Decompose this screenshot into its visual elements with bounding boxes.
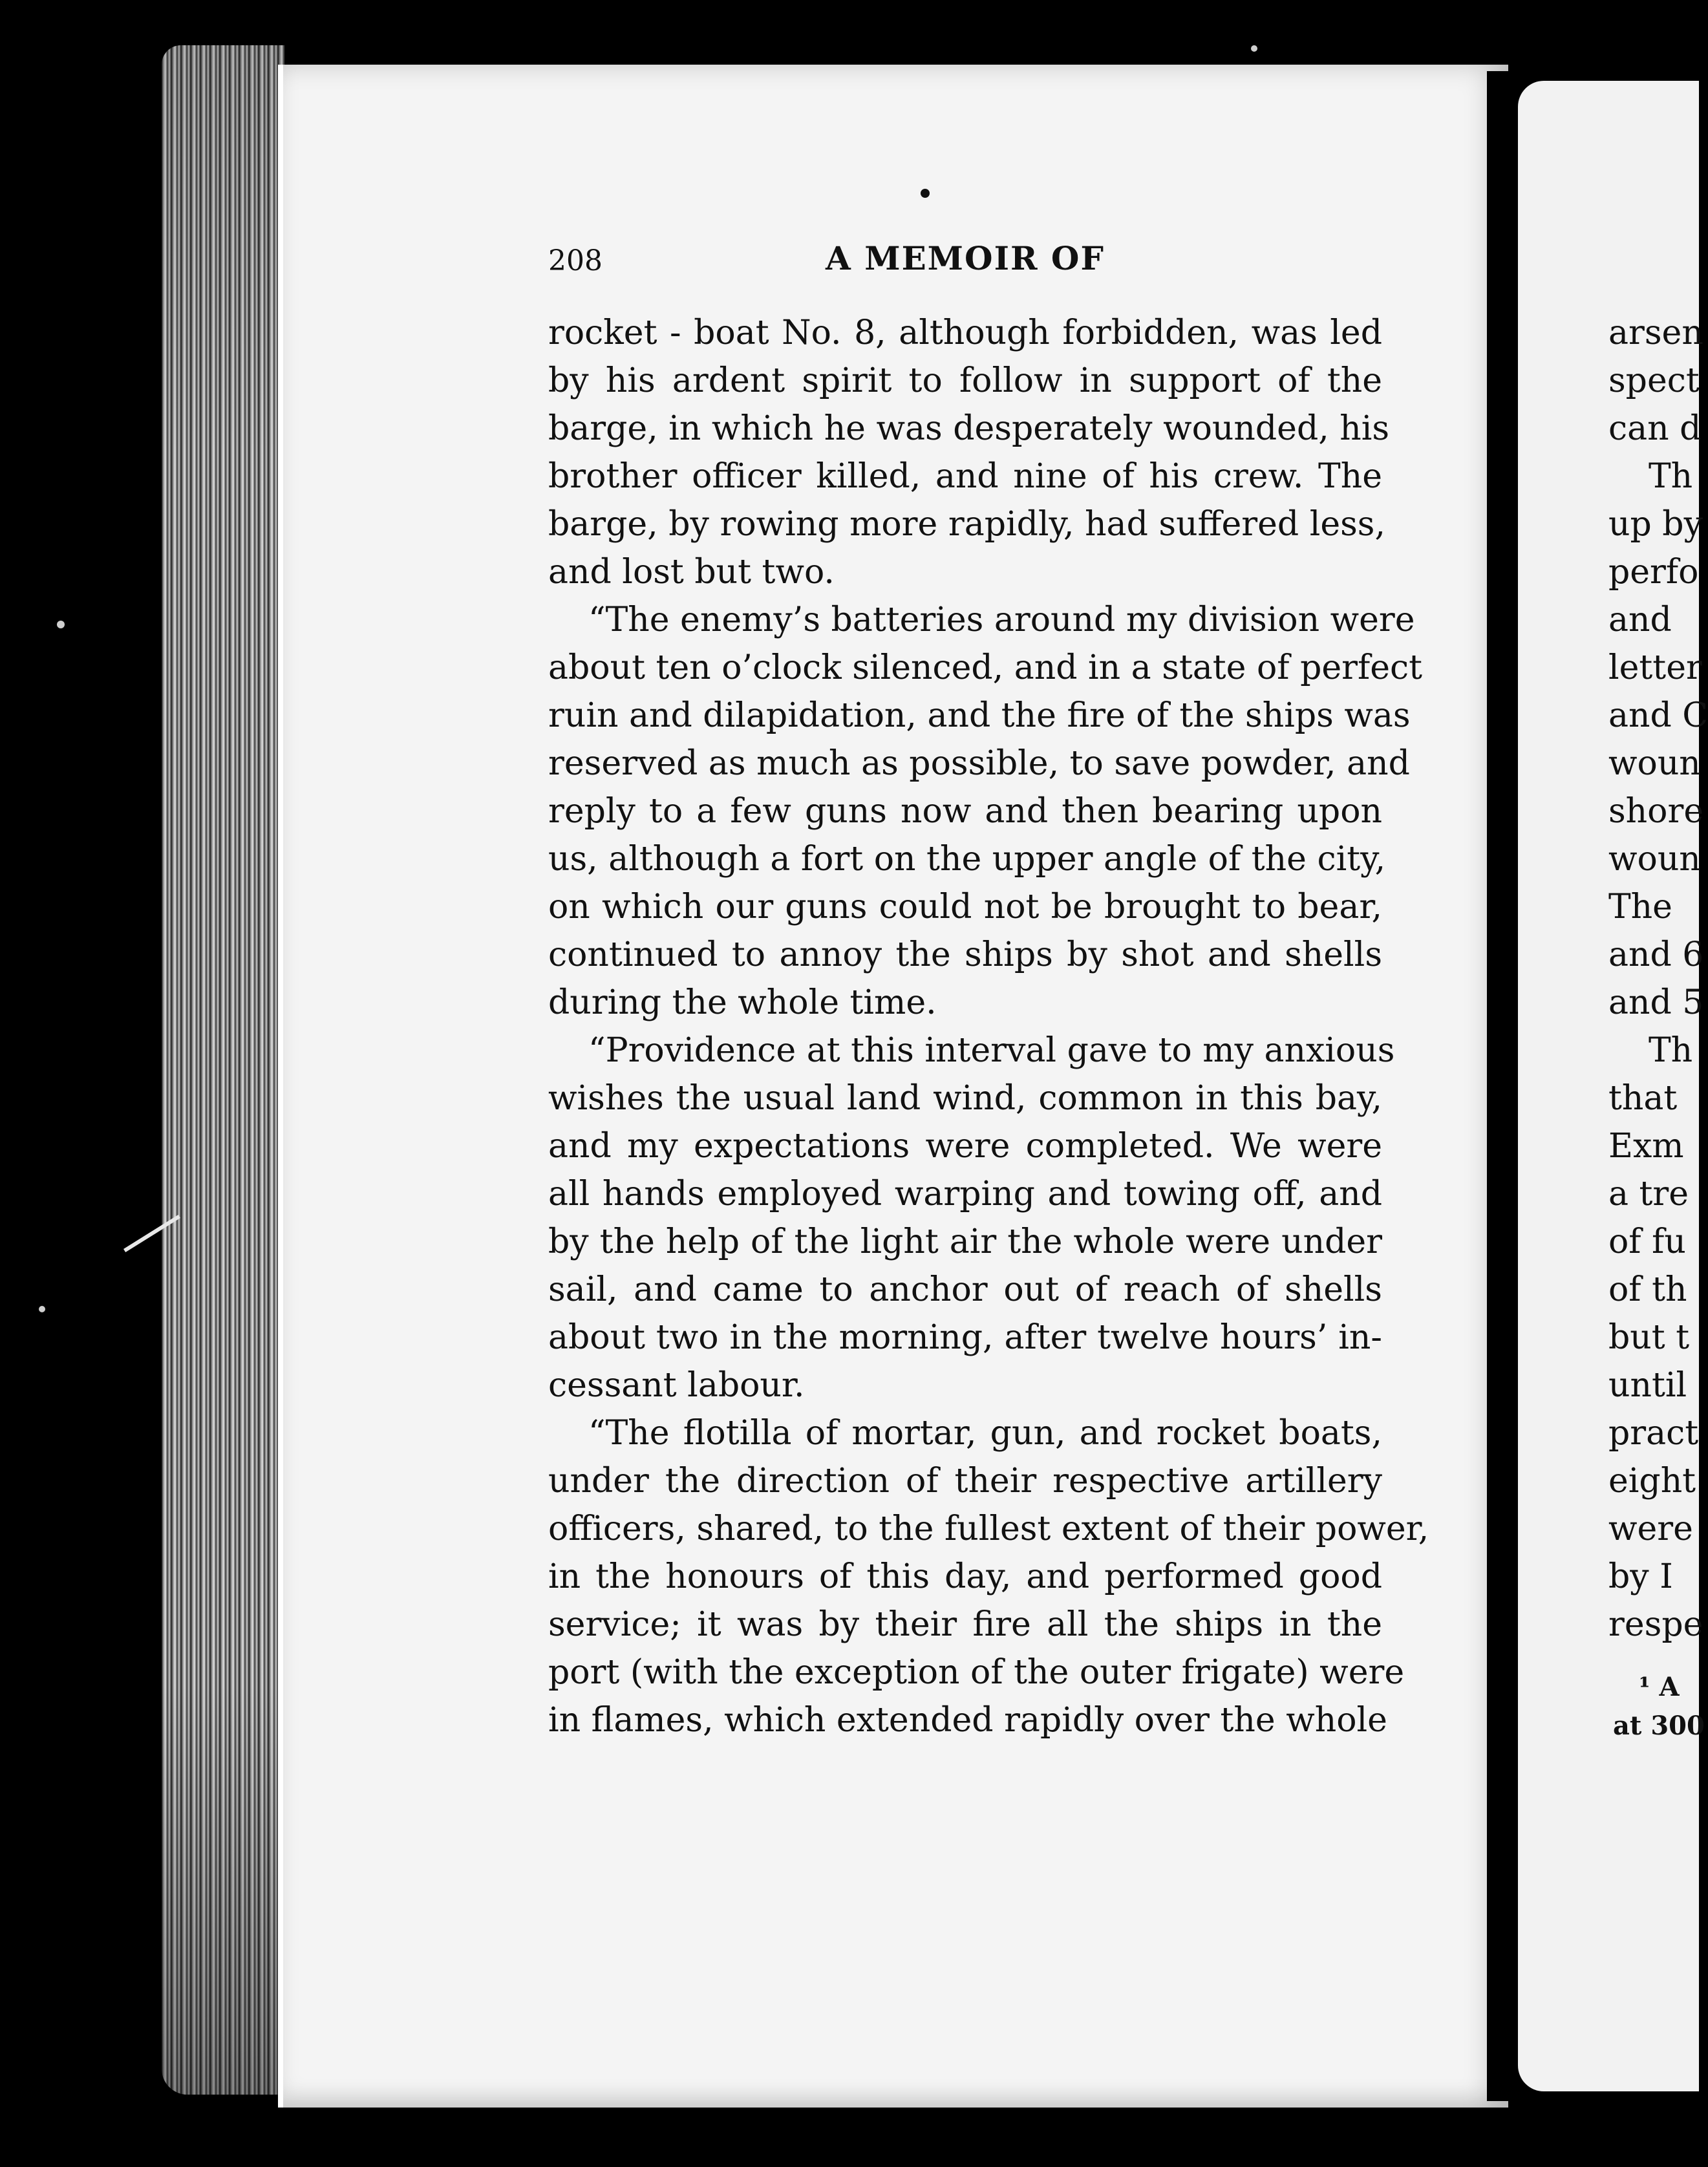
facing-text-line: and [1608, 601, 1672, 639]
facing-text-line: eight [1608, 1462, 1696, 1500]
facing-text-line: respe [1608, 1605, 1703, 1644]
text-line: in flames, which extended rapidly over the whole [548, 1701, 1387, 1740]
text-line: about two in the morning, after twelve hours’ in- [548, 1318, 1382, 1357]
book-gutter [1487, 71, 1518, 2101]
text-line: service; it was by their fire all the ships in the [548, 1605, 1382, 1644]
footnote-line: ¹ A [1639, 1672, 1680, 1702]
text-line: and my expectations were completed. We were [548, 1127, 1382, 1166]
book-page-edges-shade [162, 45, 284, 2095]
facing-text-line: can d [1608, 409, 1702, 448]
text-line: about ten o’clock silenced, and in a state of perfect [548, 648, 1423, 687]
facing-text-line: of fu [1608, 1222, 1686, 1261]
text-line: by his ardent spirit to follow in support of the [548, 361, 1382, 400]
body-text [548, 309, 1429, 1744]
text-line: on which our guns could not be brought to bear, [548, 888, 1382, 926]
text-line: “Providence at this interval gave to my anxious [588, 1031, 1395, 1070]
scan-speck [57, 621, 65, 628]
text-line: in the honours of this day, and performed good [548, 1557, 1382, 1596]
text-line: during the whole time. [548, 983, 937, 1022]
running-head [548, 239, 1382, 284]
facing-text-line: letter [1608, 648, 1702, 687]
facing-text-line: by I [1608, 1557, 1673, 1596]
text-line: wishes the usual land wind, common in this bay, [548, 1079, 1382, 1118]
facing-text-line: and C [1608, 696, 1708, 735]
facing-text-line: Th [1649, 457, 1693, 496]
facing-text-line: a tre [1608, 1175, 1689, 1213]
ink-dot [921, 189, 930, 198]
text-line: continued to annoy the ships by shot and shells [548, 935, 1382, 974]
facing-page-text [1608, 309, 1708, 1649]
text-line: under the direction of their respective artillery [548, 1462, 1382, 1500]
text-line: reserved as much as possible, to save powder, and [548, 744, 1410, 783]
text-line: reply to a few guns now and then bearing upon [548, 792, 1382, 831]
text-line: ruin and dilapidation, and the fire of the ships was [548, 696, 1411, 735]
facing-text-line: Exm [1608, 1127, 1684, 1166]
facing-page-footnote [1613, 1668, 1705, 1745]
facing-text-line: perfo [1608, 553, 1699, 592]
facing-text-line: of th [1608, 1270, 1687, 1309]
facing-text-line: The [1608, 888, 1672, 926]
facing-text-line: until [1608, 1366, 1687, 1405]
facing-text-line: woun [1608, 744, 1701, 783]
facing-text-line: arsen [1608, 314, 1703, 352]
facing-text-line: and 6 [1608, 935, 1704, 974]
text-line: barge, by rowing more rapidly, had suffered less, [548, 505, 1386, 544]
page-title: A MEMOIR OF [826, 239, 1105, 277]
scan-speck [1251, 45, 1257, 52]
text-line: and lost but two. [548, 553, 835, 592]
facing-text-line: woun [1608, 840, 1701, 879]
facing-text-line: pract [1608, 1414, 1699, 1453]
scan-speck [39, 1306, 45, 1312]
footnote-line: at 300 [1613, 1711, 1705, 1741]
facing-text-line: were [1608, 1510, 1693, 1548]
text-line: brother officer killed, and nine of his crew. The [548, 457, 1382, 496]
text-line: rocket - boat No. 8, although forbidden, was led [548, 314, 1382, 352]
text-line: officers, shared, to the fullest extent of their power, [548, 1510, 1429, 1548]
text-line: us, although a fort on the upper angle of the city, [548, 840, 1386, 879]
facing-text-line: spect [1608, 361, 1700, 400]
facing-text-line: shore [1608, 792, 1704, 831]
text-line: “The flotilla of mortar, gun, and rocket boats, [588, 1414, 1382, 1453]
facing-text-line: up by [1608, 505, 1703, 544]
text-line: cessant labour. [548, 1366, 805, 1405]
text-line: port (with the exception of the outer frigate) were [548, 1653, 1405, 1692]
text-line: “The enemy’s batteries around my division were [588, 601, 1415, 639]
text-line: by the help of the light air the whole were under [548, 1222, 1382, 1261]
text-line: sail, and came to anchor out of reach of shells [548, 1270, 1382, 1309]
page-number: 208 [548, 244, 603, 277]
facing-text-line: Th [1649, 1031, 1693, 1070]
facing-text-line: and 5 [1608, 983, 1704, 1022]
facing-text-line: that [1608, 1079, 1678, 1118]
text-line: all hands employed warping and towing off, and [548, 1175, 1382, 1213]
text-line: barge, in which he was desperately wounded, his [548, 409, 1390, 448]
facing-text-line: but t [1608, 1318, 1690, 1357]
